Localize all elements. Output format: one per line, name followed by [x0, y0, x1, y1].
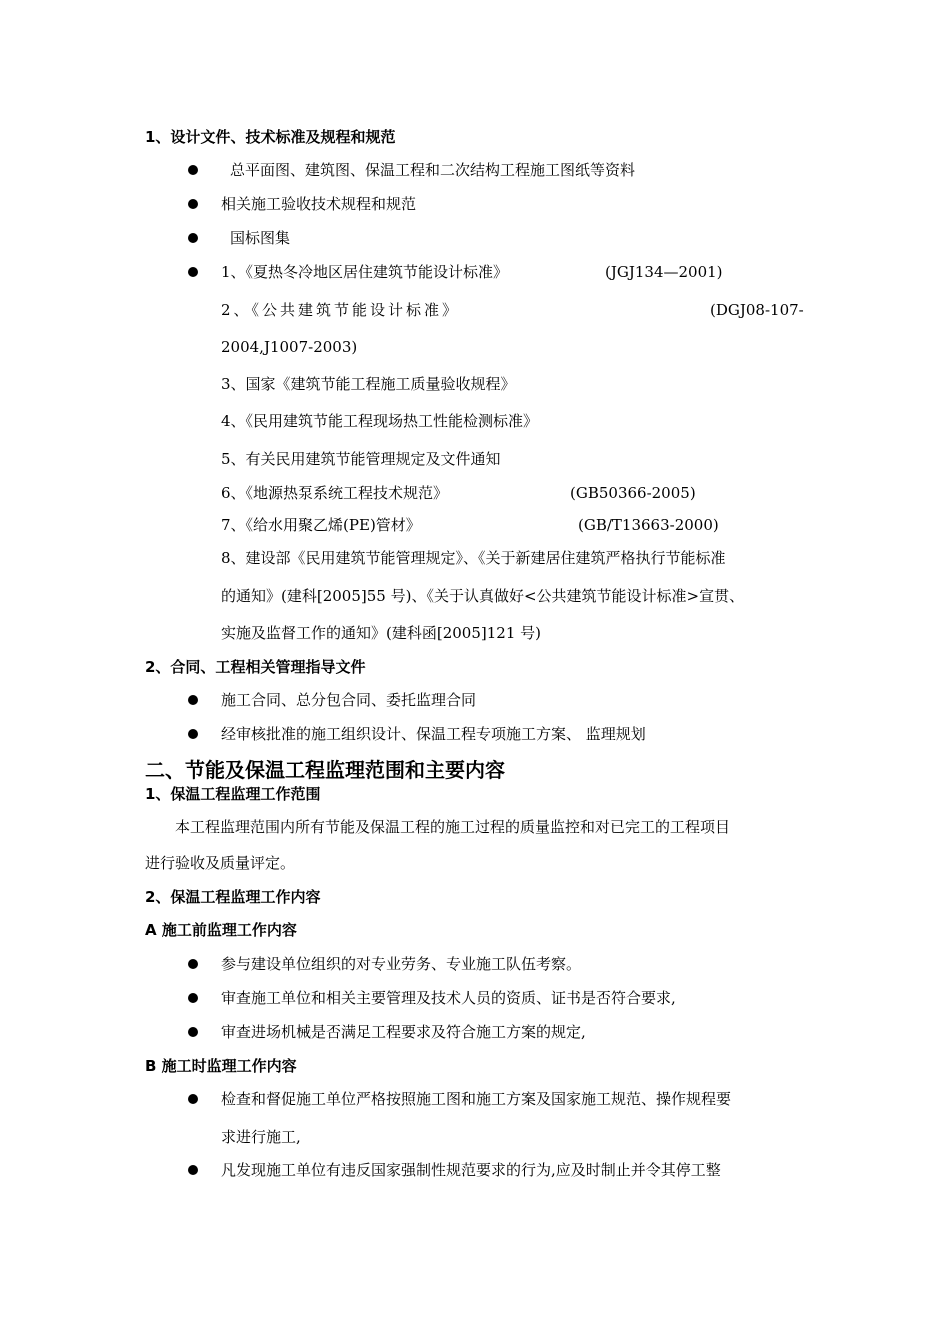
- list-item: 检查和督促施工单位严格按照施工图和施工方案及国家施工规范、操作规程要: [221, 1090, 732, 1108]
- list-item-continued: 求进行施工,: [221, 1128, 301, 1146]
- bullet-icon: [188, 1094, 198, 1104]
- paragraph-line: 本工程监理范围内所有节能及保温工程的施工过程的质量监控和对已完工的工程项目: [175, 818, 731, 836]
- bullet-icon: [188, 199, 198, 209]
- section-heading: 1、保温工程监理工作范围: [145, 785, 321, 803]
- bullet-icon: [188, 1027, 198, 1037]
- bullet-icon: [188, 267, 198, 277]
- section-heading: 1、设计文件、技术标准及规程和规范: [145, 128, 396, 146]
- standard-code: (GB50366-2005): [570, 484, 696, 502]
- list-item: 国标图集: [230, 229, 291, 247]
- list-item: 施工合同、总分包合同、委托监理合同: [221, 691, 477, 709]
- subsection-heading: A 施工前监理工作内容: [145, 921, 297, 939]
- list-item: 审查进场机械是否满足工程要求及符合施工方案的规定,: [221, 1023, 586, 1041]
- list-item: 总平面图、建筑图、保温工程和二次结构工程施工图纸等资料: [230, 161, 636, 179]
- bullet-icon: [188, 729, 198, 739]
- list-item: 参与建设单位组织的对专业劳务、专业施工队伍考察。: [221, 955, 582, 973]
- bullet-icon: [188, 233, 198, 243]
- standard-name: 4、《民用建筑节能工程现场热工性能检测标准》: [221, 412, 539, 430]
- standard-name: 7、《给水用聚乙烯(PE)管材》: [221, 516, 421, 534]
- bullet-icon: [188, 1165, 198, 1175]
- paragraph-line: 8、建设部《民用建筑节能管理规定》、《关于新建居住建筑严格执行节能标准: [221, 549, 726, 567]
- list-item: 相关施工验收技术规程和规范: [221, 195, 417, 213]
- list-item: 凡发现施工单位有违反国家强制性规范要求的行为,应及时制止并令其停工整: [221, 1161, 721, 1179]
- section-heading: 2、合同、工程相关管理指导文件: [145, 658, 366, 676]
- standard-name: 3、国家《建筑节能工程施工质量验收规程》: [221, 375, 516, 393]
- bullet-icon: [188, 993, 198, 1003]
- list-item: 审查施工单位和相关主要管理及技术人员的资质、证书是否符合要求,: [221, 989, 676, 1007]
- standard-code-continued: 2004,J1007-2003): [221, 338, 358, 356]
- subsection-heading: B 施工时监理工作内容: [145, 1057, 297, 1075]
- bullet-icon: [188, 165, 198, 175]
- paragraph-line: 的通知》(建科[2005]55 号)、《关于认真做好<公共建筑节能设计标准>宣贯、: [221, 587, 745, 605]
- paragraph-line: 进行验收及质量评定。: [145, 854, 296, 872]
- standard-name: 2、《公共建筑节能设计标准》: [221, 301, 461, 319]
- paragraph-line: 实施及监督工作的通知》(建科函[2005]121 号): [221, 624, 541, 642]
- bullet-icon: [188, 695, 198, 705]
- standard-name: 6、《地源热泵系统工程技术规范》: [221, 484, 449, 502]
- list-item: 经审核批准的施工组织设计、保温工程专项施工方案、 监理规划: [221, 725, 646, 743]
- standard-name: 5、有关民用建筑节能管理规定及文件通知: [221, 450, 501, 468]
- standard-code: (DGJ08-107-: [710, 301, 804, 319]
- bullet-icon: [188, 959, 198, 969]
- standard-code: (GB/T13663-2000): [578, 516, 719, 534]
- chapter-title: 二、节能及保温工程监理范围和主要内容: [145, 758, 505, 782]
- section-heading: 2、保温工程监理工作内容: [145, 888, 321, 906]
- standard-code: (JGJ134—2001): [605, 263, 723, 281]
- standard-name: 1、《夏热冬冷地区居住建筑节能设计标准》: [221, 263, 509, 281]
